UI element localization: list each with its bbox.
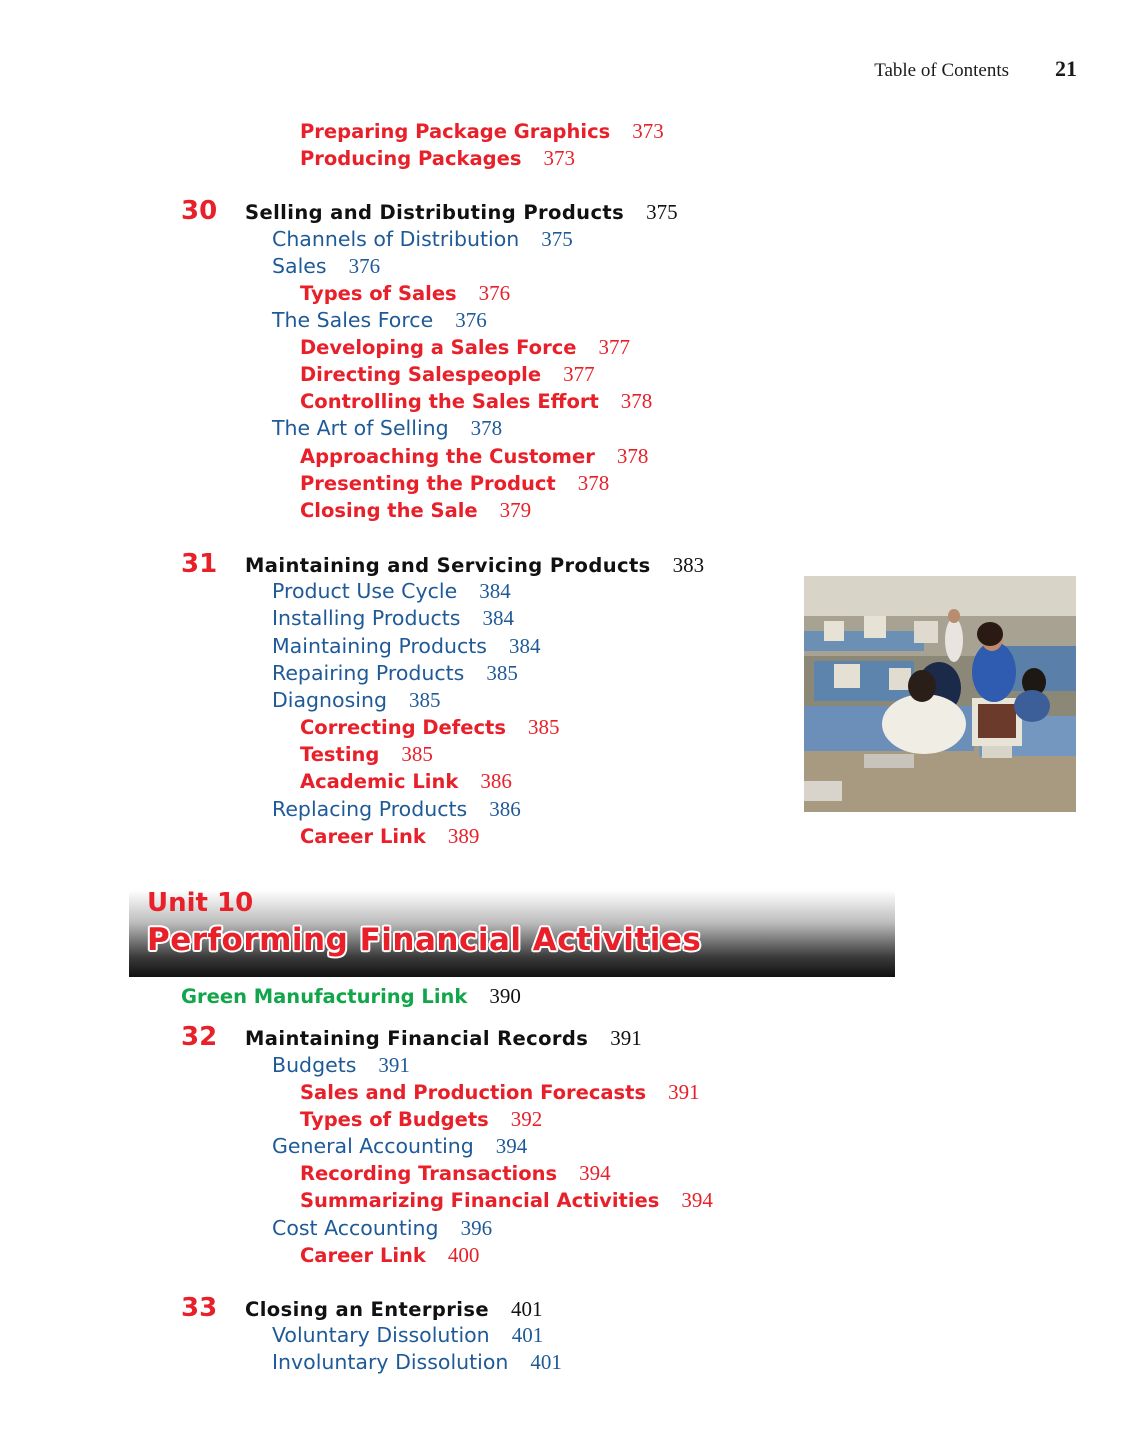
running-head <box>874 56 1077 82</box>
toc-entry[interactable] <box>272 1052 410 1079</box>
office-photo-illustration <box>804 576 1076 812</box>
entry-label: Maintaining Products <box>272 634 487 658</box>
toc-entry[interactable] <box>300 823 479 850</box>
toc-entry[interactable] <box>272 1322 543 1349</box>
chapter-number: 30 <box>181 196 218 226</box>
entry-label: Replacing Products <box>272 797 468 821</box>
entry-page: 396 <box>460 1216 493 1240</box>
entry-page: 379 <box>499 498 532 522</box>
entry-label: Voluntary Dissolution <box>272 1323 490 1347</box>
entry-page: 385 <box>486 661 518 685</box>
entry-label: Correcting Defects <box>300 716 506 739</box>
chapter-number: 31 <box>181 549 218 579</box>
toc-entry[interactable] <box>300 497 531 524</box>
toc-entry[interactable] <box>272 415 502 442</box>
entry-label: Approaching the Customer <box>300 445 595 468</box>
entry-label: Diagnosing <box>272 688 387 712</box>
chapter-page: 401 <box>511 1297 543 1321</box>
entry-page: 386 <box>480 769 512 793</box>
entry-label: Types of Budgets <box>300 1108 489 1131</box>
entry-page: 373 <box>632 119 664 143</box>
entry-label: Sales <box>272 254 327 278</box>
toc-entry[interactable] <box>300 361 595 388</box>
chapter-title: Selling and Distributing Products <box>245 201 625 224</box>
toc-entry[interactable] <box>272 605 514 632</box>
toc-entry[interactable] <box>272 687 440 714</box>
office-photo <box>804 576 1076 812</box>
toc-entry[interactable] <box>300 1242 479 1269</box>
chapter-heading[interactable] <box>181 1022 642 1055</box>
entry-label: Career Link <box>300 825 426 848</box>
entry-page: 377 <box>598 335 630 359</box>
entry-page: 384 <box>479 579 511 603</box>
entry-page: 378 <box>620 389 653 413</box>
entry-label: The Sales Force <box>272 308 434 332</box>
toc-entry[interactable] <box>272 307 487 334</box>
toc-entry[interactable] <box>300 1187 713 1214</box>
chapter-page: 375 <box>646 200 678 224</box>
toc-entry[interactable] <box>300 1160 611 1187</box>
entry-label: Channels of Distribution <box>272 227 520 251</box>
entry-page: 378 <box>577 471 610 495</box>
entry-page: 375 <box>541 227 573 251</box>
toc-entry[interactable] <box>272 226 573 253</box>
entry-label: Testing <box>300 743 380 766</box>
entry-page: 391 <box>668 1080 700 1104</box>
entry-label: Product Use Cycle <box>272 579 458 603</box>
toc-entry[interactable] <box>300 118 664 145</box>
toc-entry[interactable] <box>300 1106 542 1133</box>
entry-page: 394 <box>681 1188 713 1212</box>
entry-page: 394 <box>579 1161 611 1185</box>
entry-page: 377 <box>563 362 595 386</box>
entry-label: Cost Accounting <box>272 1216 439 1240</box>
chapter-number: 33 <box>181 1293 218 1323</box>
unit-link-entry[interactable] <box>181 983 521 1010</box>
entry-label: Involuntary Dissolution <box>272 1350 509 1374</box>
toc-entry[interactable] <box>300 768 512 795</box>
entry-page: 385 <box>527 715 560 739</box>
toc-entry[interactable] <box>300 443 648 470</box>
unit-title: Performing Financial Activities <box>147 922 702 958</box>
entry-page: 401 <box>530 1350 562 1374</box>
entry-page: 373 <box>543 146 575 170</box>
chapter-number: 32 <box>181 1022 218 1052</box>
toc-entry[interactable] <box>272 633 540 660</box>
entry-page: 385 <box>401 742 433 766</box>
entry-label: Closing the Sale <box>300 499 478 522</box>
entry-label: Types of Sales <box>300 282 457 305</box>
entry-label: Summarizing Financial Activities <box>300 1189 660 1212</box>
entry-page: 401 <box>511 1323 544 1347</box>
entry-page: 376 <box>478 281 511 305</box>
toc-entry[interactable] <box>272 1349 562 1376</box>
entry-label: Green Manufacturing Link <box>181 985 468 1008</box>
entry-page: 376 <box>455 308 487 332</box>
entry-page: 376 <box>348 254 381 278</box>
toc-entry[interactable] <box>300 145 575 172</box>
unit-label: Unit 10 <box>147 888 254 918</box>
entry-page: 394 <box>495 1134 528 1158</box>
chapter-page: 383 <box>672 553 705 577</box>
entry-label: Budgets <box>272 1053 357 1077</box>
unit-banner <box>129 878 895 977</box>
entry-page: 384 <box>508 634 541 658</box>
entry-page: 384 <box>482 606 514 630</box>
toc-entry[interactable] <box>272 578 511 605</box>
entry-page: 392 <box>510 1107 543 1131</box>
chapter-page: 391 <box>610 1026 642 1050</box>
entry-page: 391 <box>378 1053 410 1077</box>
entry-label: Recording Transactions <box>300 1162 558 1185</box>
entry-page: 378 <box>616 444 649 468</box>
entry-label: Repairing Products <box>272 661 465 685</box>
entry-page: 390 <box>489 984 521 1008</box>
entry-page: 378 <box>470 416 503 440</box>
entry-page: 385 <box>408 688 441 712</box>
entry-label: Developing a Sales Force <box>300 336 577 359</box>
entry-label: Producing Packages <box>300 147 522 170</box>
entry-label: Directing Salespeople <box>300 363 542 386</box>
toc-entry[interactable] <box>272 1215 492 1242</box>
entry-label: Career Link <box>300 1244 426 1267</box>
entry-label: The Art of Selling <box>272 416 449 440</box>
toc-entry[interactable] <box>300 1079 700 1106</box>
chapter-title: Closing an Enterprise <box>245 1298 489 1321</box>
entry-label: Preparing Package Graphics <box>300 120 611 143</box>
running-head-title: Table of Contents <box>874 60 1009 81</box>
entry-label: General Accounting <box>272 1134 474 1158</box>
chapter-title: Maintaining Financial Records <box>245 1027 589 1050</box>
toc-entry[interactable] <box>300 388 652 415</box>
toc-entry[interactable] <box>272 660 518 687</box>
entry-page: 400 <box>447 1243 480 1267</box>
entry-label: Controlling the Sales Effort <box>300 390 599 413</box>
entry-label: Installing Products <box>272 606 461 630</box>
toc-entry[interactable] <box>272 1133 527 1160</box>
page-number: 21 <box>1055 56 1077 81</box>
toc-entry[interactable] <box>300 280 510 307</box>
entry-page: 386 <box>489 797 521 821</box>
chapter-heading[interactable] <box>181 196 678 229</box>
toc-entry[interactable] <box>272 253 380 280</box>
toc-entry[interactable] <box>300 470 609 497</box>
toc-entry[interactable] <box>300 334 630 361</box>
entry-page: 389 <box>447 824 480 848</box>
entry-label: Presenting the Product <box>300 472 556 495</box>
chapter-title: Maintaining and Servicing Products <box>245 554 651 577</box>
toc-entry[interactable] <box>300 741 433 768</box>
toc-entry[interactable] <box>300 714 559 741</box>
entry-label: Sales and Production Forecasts <box>300 1081 647 1104</box>
toc-entry[interactable] <box>272 796 521 823</box>
entry-label: Academic Link <box>300 770 459 793</box>
